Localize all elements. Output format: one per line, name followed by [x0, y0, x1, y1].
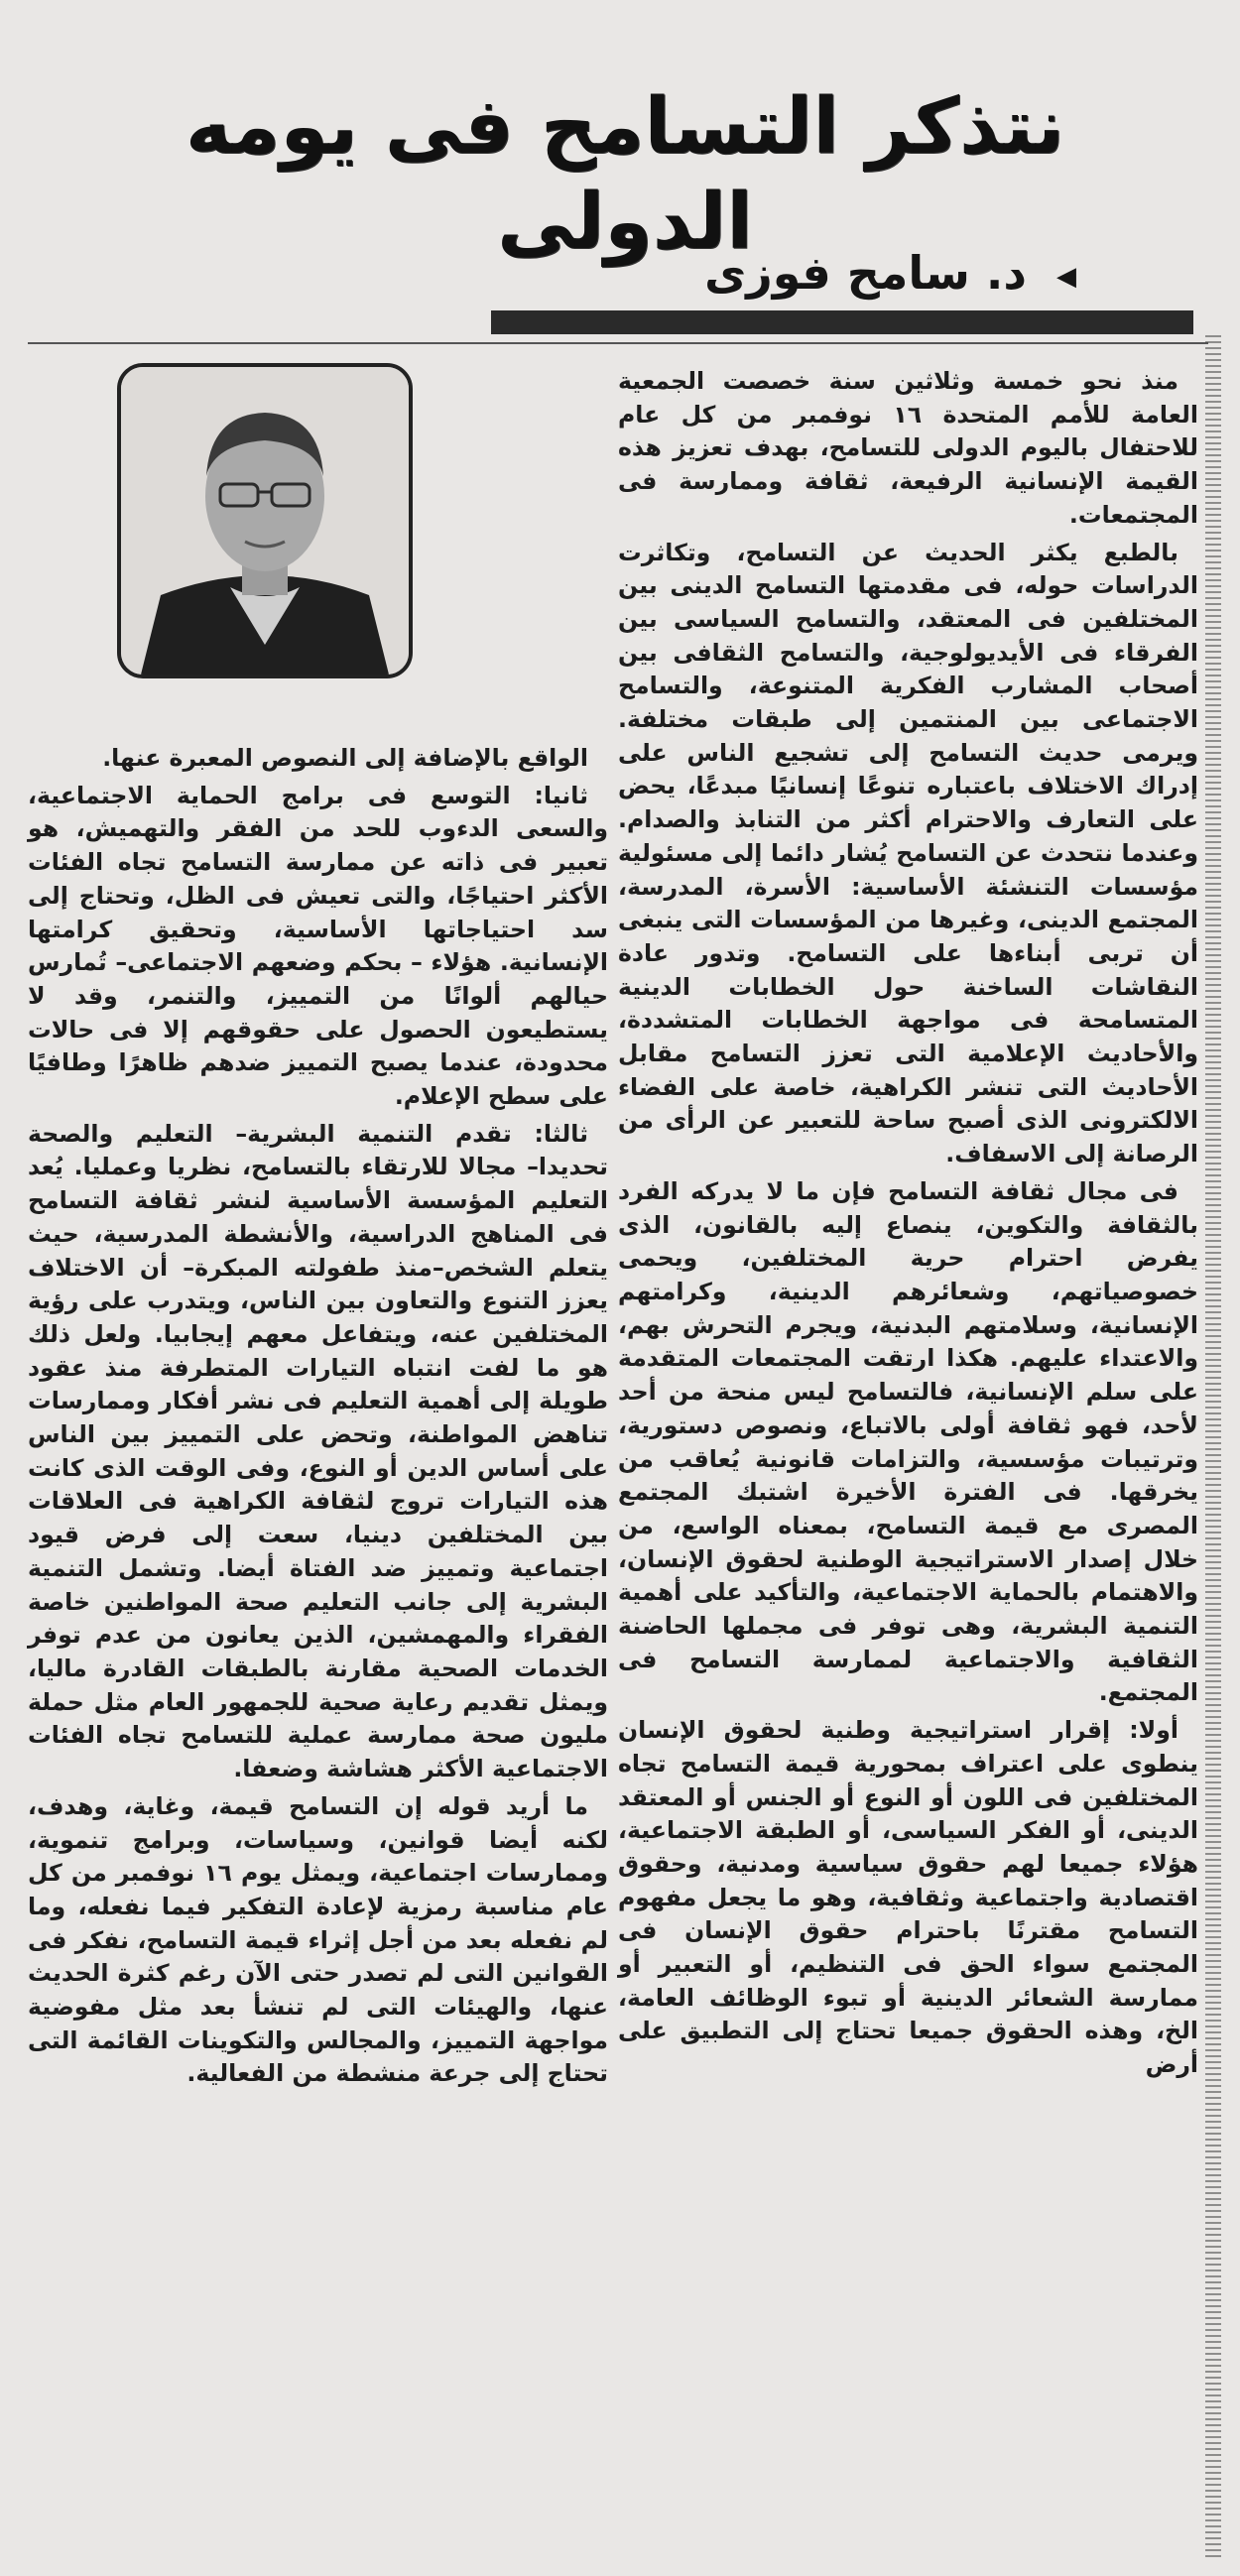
- paragraph: بالطبع يكثر الحديث عن التسامح، وتكاثرت الدراسات حوله، فى مقدمتها التسامح الدينى بين المختلفين فى المعتقد، والتسامح السياسى بين الفرقاء فى الأيديولوجية، والتسامح الثقافى بين أصحاب المشارب الفكرية المتنوعة، والتسامح الاجتماعى بين المنتمين إلى طبقات مختلفة. ويرمى حديث التسامح إلى تشجيع الناس على إدراك الاختلاف باعتباره تنوعًا إنسانيًا مبدعًا، يحض على التعارف والاحترام أكثر من التنابذ والصدام. وعندما نتحدث عن التسامح يُشار دائما إلى مسئولية مؤسسات التنشئة الأساسية: الأسرة، المدرسة، المجتمع الدينى، وغيرها من المؤسسات التى ينبغى أن تربى أبناءها على التسامح. وتدور عادة النقاشات الساخنة حول الخطابات الدينية المتسامحة فى مواجهة الخطابات المتشددة، والأحاديث الإعلامية التى تعزز التسامح مقابل الأحاديث التى تنشر الكراهية، خاصة على الفضاء الالكترونى الذى أصبح ساحة للتعبير عن الرأى من الرصانة إلى الاسفاف.: [618, 538, 1198, 1168]
- author-name: د. سامح فوزى: [704, 246, 1027, 300]
- paragraph: ثالثا: تقدم التنمية البشرية– التعليم والصحة تحديدا– مجالا للارتقاء بالتسامح، نظريا وعمليا. يُعد التعليم المؤسسة الأساسية لنشر ثقافة التسامح فى المناهج الدراسية، والأنشطة المدرسية، حيث يتعلم الشخص–منذ طفولته المبكرة– أن الاختلاف يعزز التنوع والتعاون بين الناس، ويتدرب على رؤية المختلفين عنه، ويتفاعل معهم إيجابيا. ولعل ذلك هو ما لفت انتباه التيارات المتطرفة منذ عقود طويلة إلى أهمية التعليم فى نشر أفكار وممارسات تناهض المواطنة، وتحض على التمييز بين الناس على أساس الدين أو النوع، وفى الوقت الذى كانت هذه التيارات تروج لثقافة الكراهية فى العلاقات بين المختلفين دينيا، سعت إلى فرض قيود اجتماعية وتمييز ضد الفتاة أيضا. وتشمل التنمية البشرية إلى جانب التعليم صحة المواطنين خاصة الفقراء والمهمشين، الذين يعانون من عدم توفر الخدمات الصحية مقارنة بالطبقات القادرة ماليا، ويمثل تقديم رعاية صحية للجمهور العام مثل حملة مليون صحة ممارسة عملية للتسامح تجاه الفئات الاجتماعية الأكثر هشاشة وضعفا.: [28, 1119, 608, 1783]
- byline-rule: [491, 310, 1193, 334]
- column-gutter-decoration: [1205, 335, 1221, 2557]
- paragraph: ثانيا: التوسع فى برامج الحماية الاجتماعية، والسعى الدءوب للحد من الفقر والتهميش، هو تعبير فى ذاته عن ممارسة التسامح تجاه الفئات الأكثر احتياجًا، والتى تعيش فى الظل، وتحتاج إلى سد احتياجاتها الأساسية، وتحقيق كرامتها الإنسانية. هؤلاء – بحكم وضعهم الاجتماعى– تُمارس حيالهم ألوانًا من التمييز، والتنمر، وقد لا يستطيعون الحصول على حقوقهم إلا فى حالات محدودة، عندما يصبح التمييز ضدهم ظاهرًا وطافيًا على سطح الإعلام.: [28, 781, 608, 1111]
- article-column-left: [28, 742, 608, 2562]
- author-portrait-icon: [121, 367, 409, 675]
- byline-arrow-icon: ◀: [1056, 261, 1076, 292]
- author-photo: [117, 363, 413, 678]
- paragraph: فى مجال ثقافة التسامح فإن ما لا يدركه الفرد بالثقافة والتكوين، ينصاع إليه بالقانون، الذى يفرض احترام حرية المختلفين، ويحمى خصوصياتهم، وشعائرهم الدينية، وكرامتهم الإنسانية، وسلامتهم البدنية، ويجرم التحرش بهم، والاعتداء عليهم. هكذا ارتقت المجتمعات المتقدمة على سلم الإنسانية، فالتسامح ليس منحة من أحد لأحد، فهو ثقافة أولى بالاتباع، ونصوص دستورية، وترتيبات مؤسسية، والتزامات قانونية يُعاقب من يخرقها. فى الفترة الأخيرة اشتبك المجتمع المصرى مع قيمة التسامح، بمعناه الواسع، من خلال إصدار الاستراتيجية الوطنية لحقوق الإنسان، والاهتمام بالحماية الاجتماعية، والتأكيد على أهمية التنمية البشرية، وهى توفر فى مجملها الحاضنة الثقافية والاجتماعية لممارسة التسامح فى المجتمع.: [618, 1176, 1198, 1707]
- paragraph: أولا: إقرار استراتيجية وطنية لحقوق الإنسان ينطوى على اعتراف بمحورية قيمة التسامح تجاه المختلفين فى اللون أو النوع أو الجنس أو المعتقد الدينى، أو الفكر السياسى، أو الطبقة الاجتماعية، هؤلاء جميعا لهم حقوق سياسية ومدنية، وحقوق اقتصادية واجتماعية وثقافية، وهو ما يجعل مفهوم التسامح مقترنًا باحترام حقوق الإنسان فى المجتمع سواء الحق فى التنظيم، أو التعبير أو ممارسة الشعائر الدينية أو تبوء الوظائف العامة، الخ، وهذه الحقوق جميعا تحتاج إلى التطبيق على أرض: [618, 1716, 1198, 2079]
- paragraph: الواقع بالإضافة إلى النصوص المعبرة عنها.: [102, 744, 588, 772]
- paragraph: منذ نحو خمسة وثلاثين سنة خصصت الجمعية العامة للأمم المتحدة ١٦ نوفمبر من كل عام للاحتفال باليوم الدولى للتسامح، بهدف تعزيز هذه القيمة الإنسانية الرفيعة، ثقافة وممارسة فى المجتمعات.: [618, 367, 1198, 529]
- header-divider: [28, 342, 1208, 344]
- author-byline: [704, 243, 1076, 307]
- paragraph: ما أريد قوله إن التسامح قيمة، وغاية، وهدف، لكنه أيضا قوانين، وسياسات، وبرامج تنموية، وممارسات اجتماعية، ويمثل يوم ١٦ نوفمبر من كل عام مناسبة رمزية لإعادة التفكير فيما نفعله، وما لم نفعله بعد من أجل إثراء قيمة التسامح، نفكر فى القوانين التى لم تصدر حتى الآن رغم كثرة الحديث عنها، والهيئات التى لم تنشأ بعد مثل مفوضية مواجهة التمييز، والمجالس والتكوينات القائمة التى تحتاج إلى جرعة منشطة من الفعالية.: [28, 1791, 608, 2088]
- article-column-right: [618, 365, 1198, 2559]
- article-headline: نتذكر التسامح فى يومه الدولى: [185, 82, 1065, 268]
